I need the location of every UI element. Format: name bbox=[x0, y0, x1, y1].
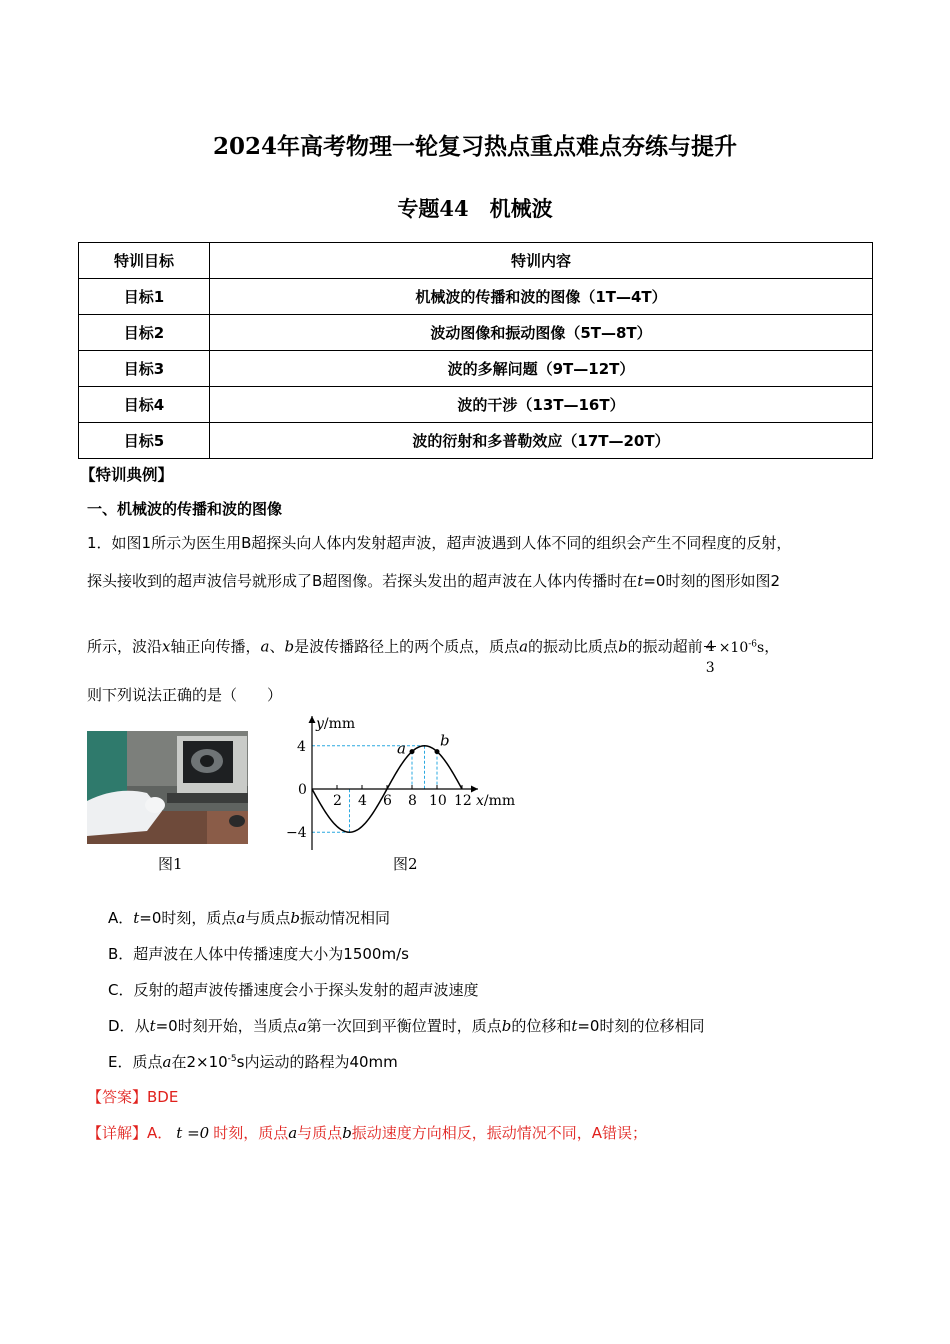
question-line-2: 探头接收到的超声波信号就形成了B超图像。若探头发出的超声波在人体内传播时在t=0时刻的图形如图2 bbox=[87, 572, 780, 590]
table-row bbox=[79, 387, 873, 423]
detail-line: 【详解】A． t =0 时刻，质点a与质点b振动速度方向相反，振动情况不同，A错误； bbox=[87, 1124, 648, 1142]
section-label: 【特训典例】 bbox=[80, 466, 174, 484]
wave-chart bbox=[280, 710, 530, 850]
table-header-row bbox=[79, 243, 873, 279]
answer-value: BDE bbox=[147, 1088, 179, 1106]
x-tick-label: 8 bbox=[408, 793, 417, 809]
y-tick-label-4: 4 bbox=[297, 738, 306, 755]
table-cell-goal: 目标1 bbox=[79, 279, 210, 315]
y-tick-label-minus-4: −4 bbox=[286, 825, 307, 842]
table-cell-content: 波的干涉（13T—16T） bbox=[210, 387, 873, 423]
point-a-label: a bbox=[397, 739, 406, 758]
figure-2-caption: 图2 bbox=[393, 855, 418, 873]
table-row bbox=[79, 423, 873, 459]
answer-line: 【答案】BDE bbox=[87, 1088, 179, 1106]
table-cell-content: 波的多解问题（9T—12T） bbox=[210, 351, 873, 387]
main-title: 2024年高考物理一轮复习热点重点难点夯练与提升 bbox=[212, 133, 737, 160]
option-e: E．质点a在$2\times 10^{-5}s$内运动的路程为40mm bbox=[108, 1053, 398, 1071]
table-cell-goal: 目标2 bbox=[79, 315, 210, 351]
table-header-content: 特训内容 bbox=[210, 243, 873, 279]
table-cell-goal: 目标3 bbox=[79, 351, 210, 387]
question-text: 如图1所示为医生用B超探头向人体内发射超声波，超声波遇到人体不同的组织会产生不同程度的反射， bbox=[111, 534, 792, 552]
question-line-4: 则下列说法正确的是（ ） bbox=[87, 686, 283, 704]
x-tick-label: 4 bbox=[358, 793, 367, 809]
point-b-label: b bbox=[440, 731, 450, 750]
table-cell-content: 波动图像和振动图像（5T—8T） bbox=[210, 315, 873, 351]
x-tick-label: 10 bbox=[429, 793, 447, 809]
table-header-goal: 特训目标 bbox=[79, 243, 210, 279]
table-cell-goal: 目标4 bbox=[79, 387, 210, 423]
table-row bbox=[79, 279, 873, 315]
table-cell-content: 机械波的传播和波的图像（1T—4T） bbox=[210, 279, 873, 315]
table-cell-goal: 目标5 bbox=[79, 423, 210, 459]
x-tick-label: 2 bbox=[333, 793, 342, 809]
table-row bbox=[79, 351, 873, 387]
x-tick-label: 6 bbox=[383, 793, 392, 809]
question-line-1 bbox=[87, 533, 791, 553]
option-d: D．从t=0时刻开始，当质点a第一次回到平衡位置时，质点b的位移和t=0时刻的位移相同 bbox=[108, 1017, 705, 1035]
point-b-marker bbox=[435, 749, 440, 754]
x-axis-label: x/mm bbox=[476, 793, 516, 809]
section-title: 一、机械波的传播和波的图像 bbox=[87, 500, 283, 518]
option-c: C．反射的超声波传播速度会小于探头发射的超声波速度 bbox=[108, 981, 479, 999]
point-a-marker bbox=[410, 749, 415, 754]
x-tick-label: 12 bbox=[454, 793, 472, 809]
option-a: A．t=0时刻，质点a与质点b振动情况相同 bbox=[108, 909, 391, 927]
subtitle: 专题44 机械波 bbox=[397, 196, 553, 221]
y-axis-label: y/mm bbox=[316, 716, 356, 732]
fraction: 4 3 bbox=[705, 639, 715, 677]
option-b: B．超声波在人体中传播速度大小为1500m/s bbox=[108, 945, 409, 963]
question-number: 1． bbox=[87, 534, 112, 552]
figure-1-caption: 图1 bbox=[158, 855, 183, 873]
ultrasound-photo bbox=[87, 731, 248, 844]
table-cell-content: 波的衍射和多普勒效应（17T—20T） bbox=[210, 423, 873, 459]
question-line-3: 所示，波沿x轴正向传播，a、b是波传播路径上的两个质点，质点a的振动比质点b的振动超前 4 3 $\times 10^{-6}s$， bbox=[87, 624, 779, 668]
ultrasound-photo-illustration bbox=[87, 731, 248, 844]
goal-table bbox=[78, 242, 873, 459]
origin-label: 0 bbox=[298, 782, 307, 798]
table-row bbox=[79, 315, 873, 351]
